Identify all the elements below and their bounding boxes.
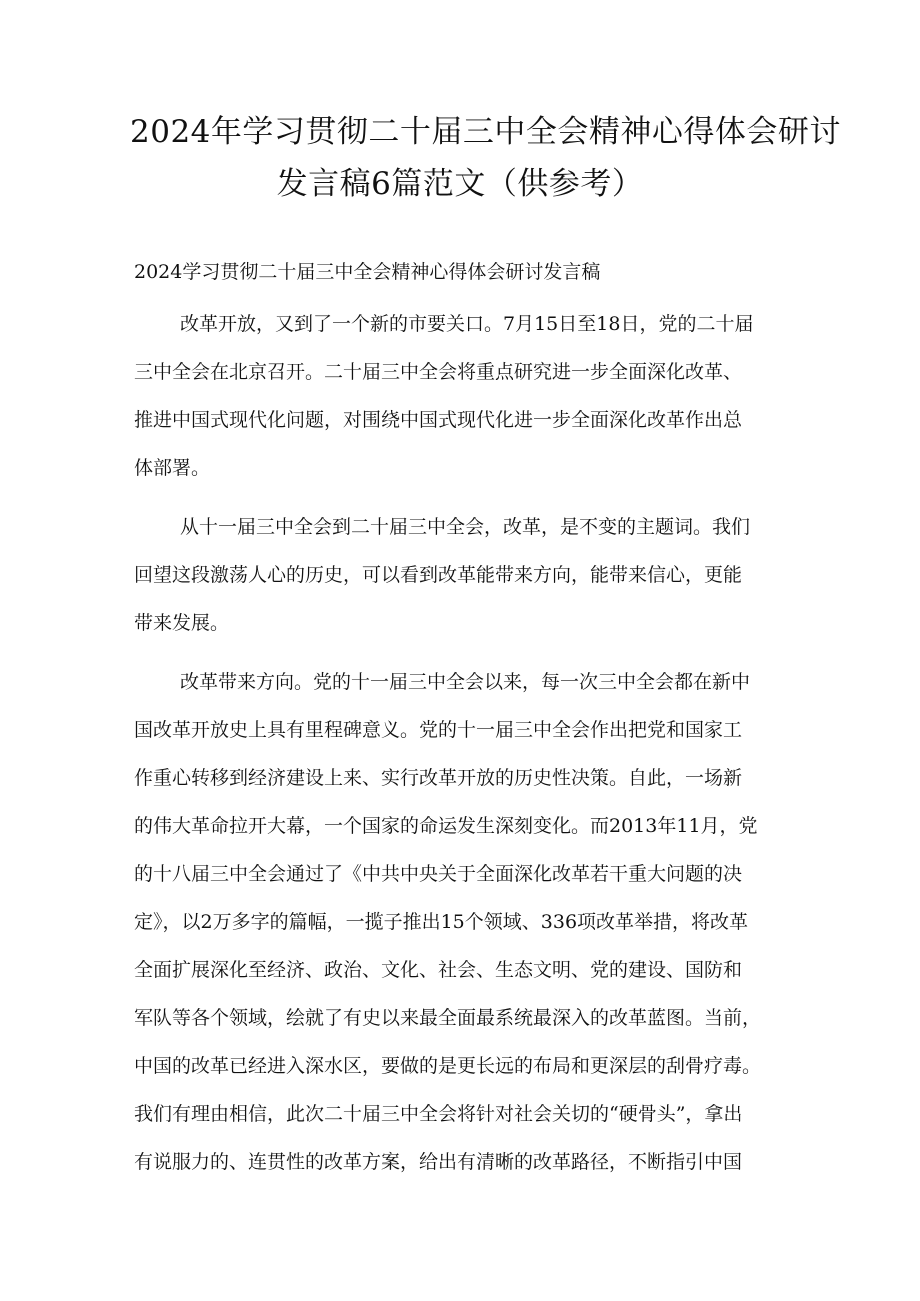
paragraph-3-line-5: 的十八届三中全会通过了《中共中央关于全面深化改革若干重大问题的决 bbox=[134, 863, 743, 885]
paragraph-2-line-3: 带来发展。 bbox=[134, 612, 230, 634]
section-heading: 2024学习贯彻二十届三中全会精神心得体会研讨发言稿 bbox=[134, 261, 601, 283]
paragraph-3-line-7: 全面扩展深化至经济、政治、文化、社会、生态文明、党的建设、国防和 bbox=[134, 959, 743, 981]
paragraph-2 bbox=[134, 503, 794, 647]
paragraph-3-line-2: 国改革开放史上具有里程碑意义。党的十一届三中全会作出把党和国家工 bbox=[134, 719, 743, 741]
paragraph-3-line-6: 定》，以2万多字的篇幅，一揽子推出15个领域、336项改革举措，将改革 bbox=[134, 911, 749, 933]
paragraph-3 bbox=[134, 658, 794, 1186]
paragraph-3-line-10: 我们有理由相信，此次二十届三中全会将针对社会关切的“硬骨头”，拿出 bbox=[134, 1103, 743, 1125]
paragraph-1-line-4: 体部署。 bbox=[134, 457, 211, 479]
paragraph-1-line-2: 三中全会在北京召开。二十届三中全会将重点研究进一步全面深化改革、 bbox=[134, 361, 743, 383]
document-body bbox=[134, 300, 794, 1197]
paragraph-2-line-2: 回望这段激荡人心的历史，可以看到改革能带来方向，能带来信心，更能 bbox=[134, 564, 743, 586]
paragraph-3-line-8: 军队等各个领域，绘就了有史以来最全面最系统最深入的改革蓝图。当前， bbox=[134, 1007, 762, 1029]
title-line-2: 发言稿6篇范文（供参考） bbox=[276, 166, 644, 202]
paragraph-1-line-1: 改革开放，又到了一个新的市要关口。7月15日至18日，党的二十届 bbox=[180, 313, 754, 335]
paragraph-1 bbox=[134, 300, 794, 492]
paragraph-3-line-3: 作重心转移到经济建设上来、实行改革开放的历史性决策。自此，一场新 bbox=[134, 767, 743, 789]
paragraph-3-line-9: 中国的改革已经进入深水区，要做的是更长远的布局和更深层的刮骨疗毒。 bbox=[134, 1055, 762, 1077]
paragraph-3-line-1: 改革带来方向。党的十一届三中全会以来，每一次三中全会都在新中 bbox=[180, 671, 751, 693]
paragraph-3-line-4: 的伟大革命拉开大幕，一个国家的命运发生深刻变化。而2013年11月，党 bbox=[134, 815, 758, 837]
paragraph-2-line-1: 从十一届三中全会到二十届三中全会，改革，是不变的主题词。我们 bbox=[180, 516, 751, 538]
paragraph-3-line-11: 有说服力的、连贯性的改革方案，给出有清晰的改革路径，不断指引中国 bbox=[134, 1151, 743, 1173]
document-title bbox=[130, 106, 841, 210]
paragraph-1-line-3: 推进中国式现代化问题，对围绕中国式现代化进一步全面深化改革作出总 bbox=[134, 409, 743, 431]
title-line-1: 2024年学习贯彻二十届三中全会精神心得体会研讨 bbox=[130, 114, 841, 150]
